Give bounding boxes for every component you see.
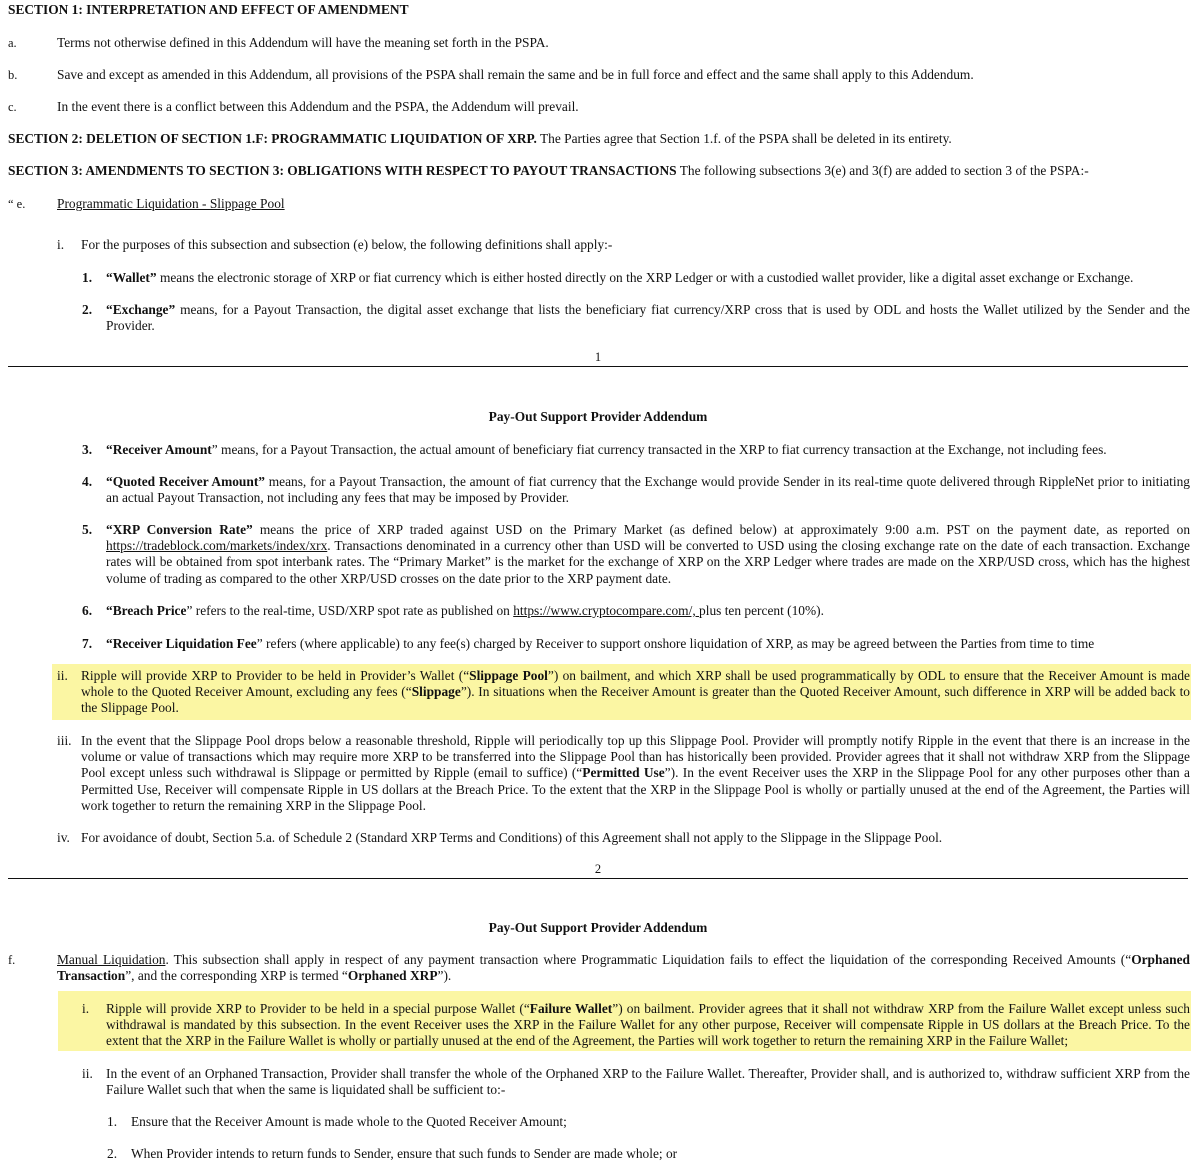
definition-3-term: “Receiver Amount (106, 442, 212, 457)
item-iii-text-a: In the event that the Slippage Pool drops below a reasonable threshold, Ripple will periodically top up this Slippage Pool. Provider will promptly notify Ripple in the event that there is an increase in the volume or value of transactions which may require more XRP to be transferred into the Slippage Pool than has historically been provided. Provider agrees that it shall not withdraw XRP from the Slippage Pool except unless such withdrawal is Slippage or permitted by Ripple (email to suffice) (“ (81, 733, 1190, 781)
definition-3-text: ” means, for a Payout Transaction, the actual amount of beneficiary fiat currency transacted in the XRP to fiat currency transaction at the Exchange, not including fees. (211, 442, 1107, 457)
definition-1-label: 1. (82, 270, 93, 285)
definition-7-term: “Receiver Liquidation Fee (106, 636, 257, 651)
section-2 (8, 131, 952, 147)
definition-3-label: 3. (82, 442, 93, 457)
item-ii (81, 668, 1190, 717)
orphaned-transaction-term: Orphaned Transaction (57, 952, 1190, 984)
subsection-f-label: f. (8, 953, 16, 967)
item-iii-label: iii. (57, 733, 72, 748)
definition-1 (106, 270, 1133, 286)
definition-2-term: “Exchange” (106, 302, 176, 317)
definition-2 (106, 302, 1190, 334)
numbered-1-text: Ensure that the Receiver Amount is made whole to the Quoted Receiver Amount; (131, 1114, 567, 1129)
page-number-2: 2 (594, 862, 602, 876)
item-ii-text-c: ”). In situations when the Receiver Amount is greater than the Quoted Receiver Amount, such difference in XRP will be added back to the Slippage Pool. (81, 684, 1190, 716)
section-1-heading: SECTION 1: INTERPRETATION AND EFFECT OF AMENDMENT (8, 2, 409, 17)
definition-5-text-a: means the price of XRP traded against USD on the Primary Market (as defined below) at approximately 9:00 a.m. PST on the payment date, as reported on (252, 522, 1191, 537)
numbered-2-label: 2. (107, 1146, 118, 1161)
definition-2-label: 2. (82, 302, 93, 317)
item-f-i-label: i. (82, 1001, 90, 1016)
definition-4 (106, 474, 1190, 506)
definition-5 (106, 522, 1190, 587)
section-2-heading: SECTION 2: DELETION OF SECTION 1.F: PROGRAMMATIC LIQUIDATION OF XRP. (8, 131, 537, 146)
item-b-text: Save and except as amended in this Addendum, all provisions of the PSPA shall remain the same and be in full force and effect and the same shall apply to this Addendum. (57, 67, 974, 82)
subsection-f-text-b: ”, and the corresponding XRP is termed “ (125, 968, 348, 984)
definition-1-term: “Wallet” (106, 270, 157, 285)
item-ii-label: ii. (57, 668, 68, 683)
definition-4-term: “Quoted Receiver Amount” (106, 474, 265, 489)
subsection-f (57, 952, 1190, 984)
item-ii-text-a: Ripple will provide XRP to Provider to be held in Provider’s Wallet (“ (81, 668, 470, 683)
item-iv-label: iv. (57, 830, 70, 845)
page-number-1: 1 (594, 350, 602, 364)
subsection-e-title: Programmatic Liquidation - Slippage Pool (57, 196, 285, 211)
item-a-text: Terms not otherwise defined in this Addendum will have the meaning set forth in the PSPA. (57, 35, 549, 50)
page-divider-1 (8, 366, 1188, 367)
subsection-f-text-a: . This subsection shall apply in respect of any payment transaction where Programmatic Liquidation fails to effect the liquidation of the corresponding Received Amounts (“ (165, 952, 1132, 967)
definition-5-label: 5. (82, 522, 93, 537)
page-3-header: Pay-Out Support Provider Addendum (488, 920, 708, 935)
definition-5-text-b: . Transactions denominated in a currency other than USD will be converted to USD using the closing exchange rate on the date of each transaction. Exchange rates will be obtained from spot interbank rates. The “Primary Market” is the market for the exchange of XRP on the XRP Ledger where trades are made on the XRP/USD cross, which has the highest volume of trading as compared to the other XRP/USD crosses on the date prior to the XRP payment date. (106, 538, 1190, 586)
tradeblock-link[interactable]: https://tradeblock.com/markets/index/xrx (106, 538, 328, 554)
page-2-header: Pay-Out Support Provider Addendum (488, 409, 708, 424)
definition-4-text: means, for a Payout Transaction, the amount of fiat currency that the Exchange would provide Sender in its real-time quote delivered through RippleNet prior to initiating an actual Payout Transaction, not including any fees that may be imposed by Provider. (106, 474, 1190, 506)
definition-6 (106, 603, 824, 619)
section-3-text: The following subsections 3(e) and 3(f) are added to section 3 of the PSPA:- (676, 163, 1089, 178)
manual-liquidation-title: Manual Liquidation (57, 952, 166, 967)
item-f-ii-label: ii. (82, 1066, 93, 1081)
item-b-label: b. (8, 68, 18, 82)
item-i-label: i. (57, 237, 65, 252)
definition-5-term: “XRP Conversion Rate” (106, 522, 253, 537)
subsection-e-label: “ e. (8, 197, 26, 211)
definition-1-text: means the electronic storage of XRP or fiat currency which is either hosted directly on the XRP Ledger or with a custodied wallet provider, like a digital asset exchange or Exchange. (156, 270, 1134, 285)
slippage-term: Slippage (411, 684, 461, 700)
section-3 (8, 163, 1089, 179)
permitted-use-term: Permitted Use (582, 765, 665, 781)
definition-3 (106, 442, 1107, 458)
numbered-1-label: 1. (107, 1114, 118, 1129)
definition-7-label: 7. (82, 636, 93, 651)
orphaned-xrp-term: Orphaned XRP (347, 968, 438, 984)
item-iii-text-b: ”). In the event Receiver uses the XRP in the Slippage Pool for any other purposes other than a Permitted Use, Receiver will compensate Ripple in US dollars at the Breach Price. To the extent that the XRP in the Slippage Pool is wholly or partially unused at the end of the Agreement, the Parties will work together to return the remaining XRP in the Slippage Pool. (81, 765, 1191, 813)
item-i-text: For the purposes of this subsection and subsection (e) below, the following definitions shall apply:- (81, 237, 613, 252)
item-c-label: c. (8, 100, 17, 114)
page-divider-2 (8, 878, 1188, 879)
subsection-f-text-c: ”). (437, 968, 452, 984)
item-iv-text: For avoidance of doubt, Section 5.a. of Schedule 2 (Standard XRP Terms and Conditions) of this Agreement shall not apply to the Slippage in the Slippage Pool. (81, 830, 943, 845)
item-c-text: In the event there is a conflict between this Addendum and the PSPA, the Addendum will prevail. (57, 99, 579, 114)
section-3-heading: SECTION 3: AMENDMENTS TO SECTION 3: OBLIGATIONS WITH RESPECT TO PAYOUT TRANSACTIONS (8, 163, 677, 178)
slippage-pool-term: Slippage Pool (469, 668, 548, 683)
item-f-i (106, 1001, 1190, 1050)
item-f-ii-text: In the event of an Orphaned Transaction, Provider shall transfer the whole of the Orphaned XRP to the Failure Wallet. Thereafter, Provider shall, and is authorized to, withdraw sufficient XRP from the Failure Wallet such that when the same is liquidated shall be sufficient to:- (106, 1066, 1190, 1098)
item-iii (81, 733, 1190, 814)
definition-6-label: 6. (82, 603, 93, 618)
cryptocompare-link[interactable]: https://www.cryptocompare.com/, (513, 603, 700, 618)
definition-2-text: means, for a Payout Transaction, the digital asset exchange that lists the beneficiary fiat currency/XRP cross that is used by ODL and hosts the Wallet utilized by the Sender and the Provider. (106, 302, 1190, 334)
section-2-text: The Parties agree that Section 1.f. of the PSPA shall be deleted in its entirety. (536, 131, 952, 146)
item-a-label: a. (8, 36, 17, 50)
definition-6-text-a: ” refers to the real-time, USD/XRP spot rate as published on (186, 603, 514, 618)
definition-6-text-b: plus ten percent (10%). (699, 603, 824, 618)
definition-7 (106, 636, 1094, 652)
item-f-i-text-a: Ripple will provide XRP to Provider to be held in a special purpose Wallet (“ (106, 1001, 530, 1016)
numbered-2-text: When Provider intends to return funds to Sender, ensure that such funds to Sender are made whole; or (131, 1146, 678, 1161)
definition-4-label: 4. (82, 474, 93, 489)
definition-6-term: “Breach Price (106, 603, 187, 618)
item-ii-text-b: ”) on bailment, and which XRP shall be used programmatically by ODL to ensure that the Receiver Amount is made whole to the Quoted Receiver Amount, excluding any fees (“ (81, 668, 1190, 700)
definition-7-text: ” refers (where applicable) to any fee(s) charged by Receiver to support onshore liquidation of XRP, as may be agreed between the Parties from time to time (256, 636, 1095, 651)
item-f-i-text-b: ”) on bailment. Provider agrees that it shall not withdraw XRP from the Failure Wallet except unless such withdrawal is mandated by this subsection. In the event Receiver uses the XRP in the Failure Wallet for any other purpose, Receiver will compensate Ripple in US dollars at the Breach Price. To the extent that the XRP in the Failure Wallet is wholly or partially unused at the end of the Agreement, the Parties will work together to return the remaining XRP in the Failure Wallet; (106, 1001, 1190, 1049)
failure-wallet-term: Failure Wallet (529, 1001, 613, 1016)
